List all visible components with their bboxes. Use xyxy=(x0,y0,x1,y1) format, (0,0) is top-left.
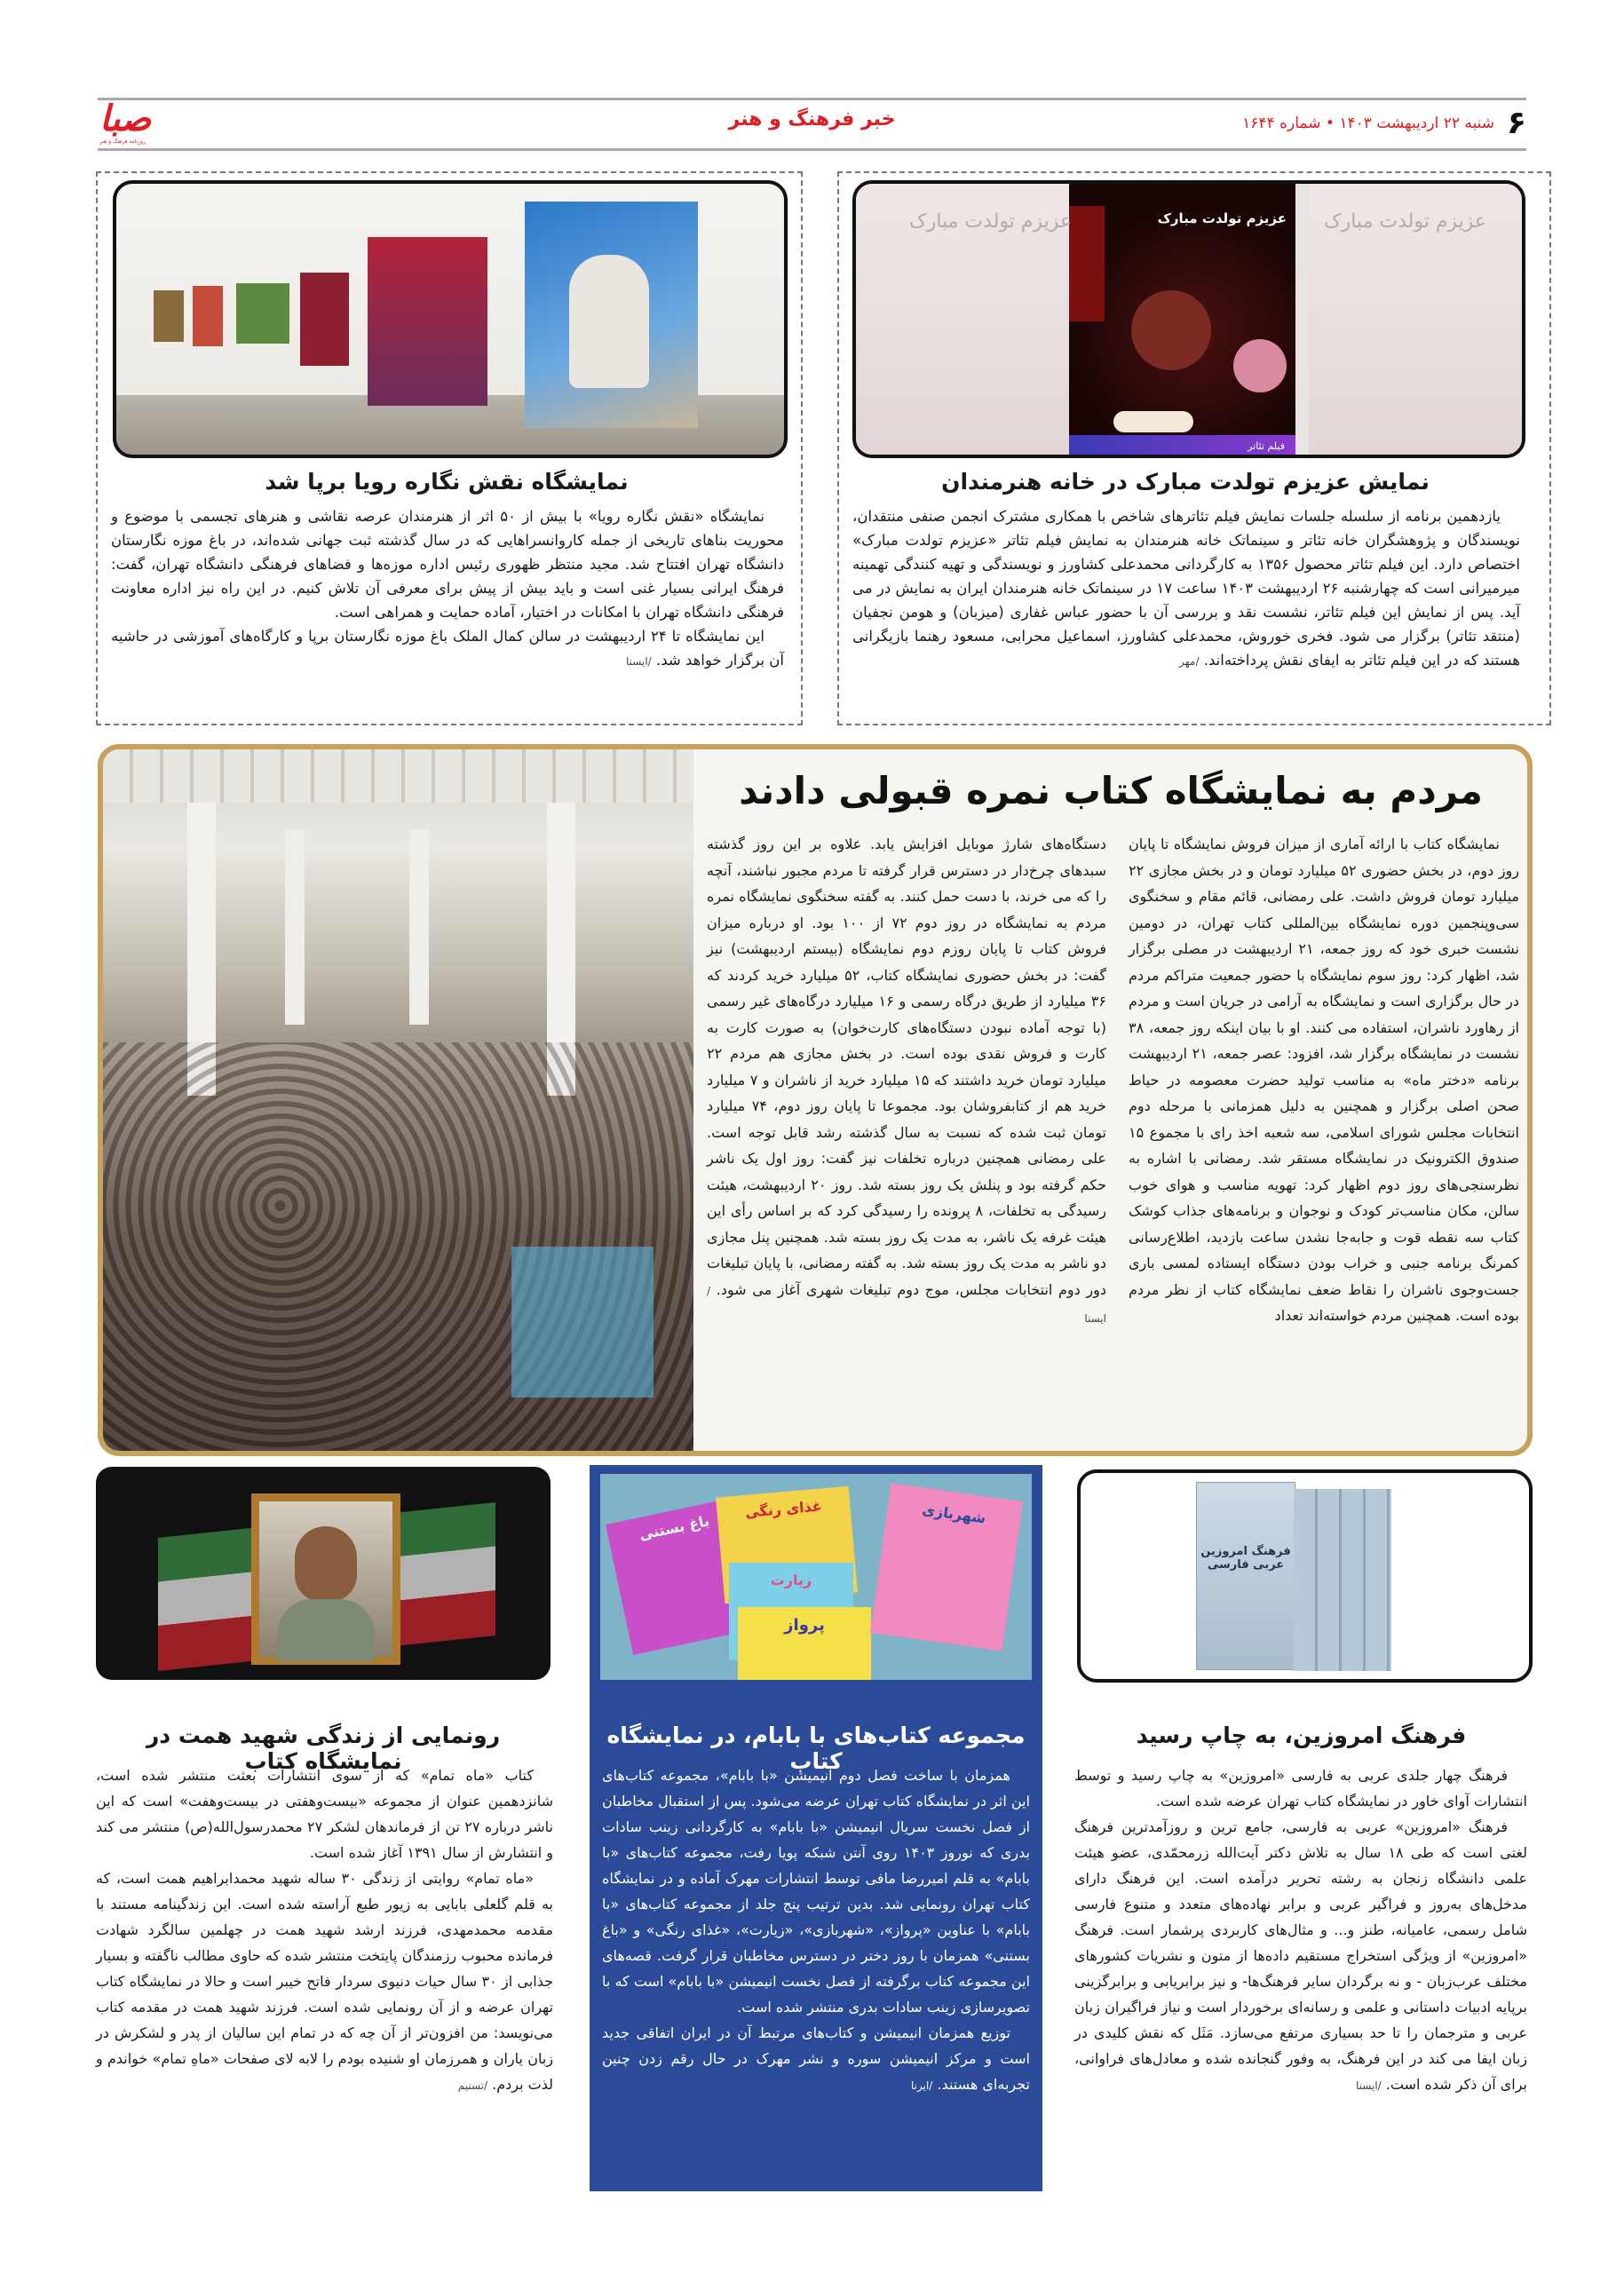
poster-ghost-title-right: عزیزم تولدت مبارک xyxy=(1323,210,1486,233)
article-babam-box xyxy=(590,1465,1042,2191)
dictionary-cover-image xyxy=(1077,1469,1533,1683)
paragraph: این نمایشگاه تا ۲۴ اردیبهشت در سالن کمال الملک باغ موزه نگارستان برپا و کارگاه‌های آموزشی در حاشیه آن برگزار خواهد شد. xyxy=(111,628,784,669)
book-fair-photo xyxy=(103,749,693,1451)
paragraph: فرهنگ چهار جلدی عربی به فارسی «امروزین» به چاپ رسید و توسط انتشارات آوای خاور در نمایشگاه کتاب تهران عرضه شده است. xyxy=(1074,1767,1527,1810)
theatre-poster-image xyxy=(852,180,1525,458)
paragraph: یازدهمین برنامه از سلسله جلسات نمایش فیلم تئاترهای شاخص با همکاری مشترک انجمن صنفی منتقدان، نویسندگان و پژوهشگران خانه تئاتر و سینماتک خانه هنرمندان به نمایش فیلم تئاتر «عزیزم تولدت مبارک» اختصاص دارد. این فیلم تئاتر محصول ۱۳۵۶ به کارگردانی محمدعلی کشاورز و نویسندگی و تهیه کنندگی تهمینه میرمیرانی است که چهارشنبه ۲۶ اردیبهشت ۱۴۰۳ ساعت ۱۷ در سینماتک خانه هنرمندان ایران به نمایش در می آید. پس از نمایش این فیلم تئاتر، نشست نقد و بررسی آن با حضور عباس غفاری (میزبان) و هومن نجفیان (منتقد تئاتر) برگزار می شود. فخری خوروش، محمدعلی کشاورز، اسماعیل محرابی، مسعود رهنما بازیگرانی هستند که در این فیلم تئاتر به ایفای نقش پرداخته‌اند. xyxy=(852,508,1521,669)
source-credit: /ایسنا xyxy=(626,655,652,668)
source-credit: /تسنیم xyxy=(457,2079,488,2092)
logo[interactable] xyxy=(99,99,188,147)
article-hemmat-body xyxy=(96,1762,553,2099)
article-babam-body xyxy=(602,1762,1030,2099)
paragraph: «ماه تمام» روایتی از زندگی ۳۰ ساله شهید محمدابراهیم همت است، که به قلم گلعلی بابایی به زیور طبع آراسته شده است. این زندگینامه مستند با مقدمه محمدمهدی، فرزند ارشد شهید همت در چهلمین سالگرد شهادت فرمانده محبوب رزمندگان پایتخت منتشر شده که حاوی مطالب ناگفته و بسیار جذابی از ۳۰ سال حیات دنیوی سردار فاتح خیبر است و حالا در نمایشگاه کتاب تهران عرضه و از آن رونمایی شده است. فرزند شهید همت در مقدمه کتاب می‌نویسد: من افزون‌تر از آن چه که در تمام این سالیان از پدر و لشکرش در زبان یاران و همرزمان او شنیده بودم را لابه لای صفحات «ماهِ تمام» خواندم و لذت بردم. xyxy=(96,1870,554,2093)
article-gallery-title[interactable]: نمایشگاه نقش نگاره رویا برپا شد xyxy=(265,469,629,495)
main-article-box xyxy=(98,744,1533,1456)
paragraph: همزمان با ساخت فصل دوم انیمیشن «با بابام»، مجموعه کتاب‌های این اثر در نمایشگاه کتاب تهران عرضه می‌شود. پس از استقبال مخاطبان از فصل نخست سریال انیمیشن «با بابام» به کارگردانی زینب سادات بدری که نوروز ۱۴۰۳ روی آنتن شبکه پویا رفت، مجموعه کتاب‌های «با بابام» به قلم امیررضا مافی توسط انتشارات مهرک آماده و در نمایشگاه کتاب تهران رونمایی شد. بدین ترتیب پنج جلد از مجموعه کتاب‌های «با بابام» با عناوین «پرواز»، «شهربازی»، «زیارت»، «غذای رنگی» و «باغ بستنی» همزمان با روز دختر در دسترس مخاطبان قرار گرفت. قصه‌های این مجموعه کتاب برگرفته از فصل نخست انیمیشن «با بابام» است که با تصویرسازی زینب سادات بدری منتشر شده است. xyxy=(602,1767,1031,2016)
source-credit: /ایسنا xyxy=(1356,2079,1382,2092)
paragraph: نمایشگاه «نقش نگاره رویا» با بیش از ۵۰ اثر از هنرمندان عرصه نقاشی و هنرهای تجسمی با موضوع و محوریت بناهای تاریخی از جمله کاروانسراهایی که در سال گذشته ثبت جهانی شده‌اند، در باغ موزه نگارستان دانشگاه تهران افتتاح شد. مجید منتظر ظهوری رئیس اداره موزه‌ها و فضاهای فرهنگی دانشگاه تهران، گفت: فرهنگ ایرانی بسیار غنی است و باید بیش از پیش برای معرفی آن تلاش کنیم. در این راه نیز اداره معاونت فرهنگی دانشگاه تهران با امکانات در اختیار، آماده حمایت و همراهی است. xyxy=(111,508,784,621)
book-title: غذای رنگی xyxy=(744,1497,823,1521)
gallery-photo xyxy=(113,180,788,458)
source-credit: /ایرنا xyxy=(911,2079,933,2092)
article-dictionary-title[interactable]: فرهنگ امروزین، به چاپ رسید xyxy=(1136,1723,1467,1748)
paragraph: فرهنگ «امروزین» عربی به فارسی، جامع ترین و روزآمدترین فرهنگ لغتی است که طی ۱۸ سال به تلاش دکتر آیت‌الله زرمحمّدی، عضو هیئت علمی دانشگاه زنجان به رشته تحریر درآمده است. این فرهنگ دارای مدخل‌های به‌روز و فراگیر عربی و برابر نهاده‌های متعدد و متنوع فارسی شامل رسمی، عامیانه، طنز و... و مثال‌های کاربردی پرشمار است. فرهنگ «امروزین» از ویژگی استخراج مستقیم داده‌ها از متون و نشریات کشورهای مختلف عرب‌زبان - و نه برگردان سایر فرهنگ‌ها- و نیز برابریابی و برابرگزینی برپایه ادبیات داستانی و علمی و رسانه‌ای برخوردار است و نیاز فراگیران زبان عربی و مترجمان را تا حد بسیاری مرتفع می‌سازد. مَثَل که نقش کلیدی در زبان ایفا می کند در این فرهنگ، به وفور گنجانده شده و معادل‌های فراوانی، برای آن ذکر شده است. xyxy=(1074,1818,1527,2093)
poster-title: عزیزم تولدت مبارک xyxy=(1157,210,1287,226)
martyr-portrait-image xyxy=(96,1467,551,1680)
dictionary-cover-title: فرهنگ امروزین عربی فارسی xyxy=(1200,1545,1291,1572)
paragraph: توزیع همزمان انیمیشن و کتاب‌های مرتبط آن در ایران اتفاقی جدید است و مرکز انیمیشن سوره و نشر مهرک در حال رقم زدن چنین تجربه‌ای هستند. xyxy=(602,2024,1030,2093)
main-headline[interactable]: مردم به نمایشگاه کتاب نمره قبولی دادند xyxy=(739,769,1483,812)
main-article-column-2 xyxy=(707,831,1106,1333)
header-top-rule xyxy=(98,98,1526,100)
poster-ghost-title-left: عزیزم تولدت مبارک xyxy=(909,210,1073,233)
paragraph: دستگاه‌های شارژ موبایل افزایش یابد. علاوه بر این روز گذشته سبدهای چرخ‌دار در دسترس قرار گرفته تا مردم مجبور نباشند، آنچه را که می خرند، با دست حمل کنند. به گفته سخنگوی نمایشگاه نمره مردم به نمایشگاه در روز دوم ۷۲ از ۱۰۰ بود. او درباره میزان فروش کتاب تا پایان روزم دوم نمایشگاه (بیستم اردیبهشت) نیز گفت: در بخش حضوری نمایشگاه کتاب، ۵۲ میلیارد خرید کردند که ۳۶ میلیارد از طریق درگاه رسمی و ۱۶ میلیارد درگاه‌های غیر رسمی (با توجه آماده نبودن دستگاه‌های کارت‌خوان) به صورت کارت به کارت و فروش نقدی بوده است. در بخش مجازی هم مردم ۲۲ میلیارد تومان خرید داشتند که ۱۵ میلیارد خرید از ناشران و ۷ میلیارد خرید هم از کتابفروشان بود. مجموعا تا پایان روز دوم، ۷۴ میلیارد تومان ثبت شده که نسبت به سال گذشته رشد قابل توجه است. علی رمضانی همچنین درباره تخلفات نیز گفت: روز اول یک ناشر حکم گرفته بود و پنلش یک روز بسته شد. روز ۲۰ اردیبهشت، هیئت رسیدگی به تخلفات، ۸ پرونده را رسیدگی کرد که بر اساس رأی این هیئت غرفه یک ناشر، به مدت یک روز بسته شد. همچنین پنل مجازی دو ناشر به مدت یک روز بسته شد. به گفته رمضانی، با پایان تبلیغات دور دوم انتخابات مجلس، موج دوم تبلیغات شهری آغاز می شود. xyxy=(707,836,1107,1298)
poster-label: فیلم تئاتر xyxy=(1248,440,1285,452)
article-theatre-title[interactable]: نمایش عزیزم تولدت مبارک در خانه هنرمندان xyxy=(941,469,1430,495)
logo-text: صبا xyxy=(99,99,152,139)
book-title: زیارت xyxy=(770,1572,812,1588)
paragraph: کتاب «ماه تمام» که از سوی انتشارات بعثت منتشر شده است، شانزدهمین عنوان از مجموعه «بیست‌وهفتی در بیست‌وهفت» است که این ناشر درباره ۲۷ تن از فرماندهان لشکر ۲۷ محمدرسول‌الله(ص) منتشر می کند و انتشارش از سال ۱۳۹۱ آغاز شده است. xyxy=(96,1767,553,1861)
book-title: پرواز xyxy=(784,1616,825,1635)
children-books-photo xyxy=(600,1474,1032,1680)
main-article-column-1 xyxy=(1129,831,1519,1329)
book-title: باغ بستنی xyxy=(638,1512,711,1544)
article-gallery-body xyxy=(111,504,784,674)
article-hemmat-title[interactable]: رونمایی از زندگی شهید همت در نمایشگاه کتاب xyxy=(146,1723,501,1774)
paragraph: نمایشگاه کتاب با ارائه آماری از میزان فروش نمایشگاه تا پایان روز دوم، در بخش حضوری ۵۲ میلیارد تومان و در بخش مجازی ۲۲ میلیارد تومان فروش داشت. علی رمضانی، قائم مقام و سخنگوی سی‌وپنجمین دوره نمایشگاه بین‌المللی کتاب تهران، در دومین نشست خبری خود که روز جمعه، ۲۱ اردیبهشت در مصلی برگزار شد، اظهار کرد: روز سوم نمایشگاه با حضور جمعیت متراکم مردم در حال برگزاری است و نمایشگاه به آرامی در جریان است و مردم از رهاورد ناشران، استفاده می کنند. او با بیان اینکه روز جمعه، ۳۸ نشست در نمایشگاه برگزار شد، افزود: عصر جمعه، ۲۱ اردیبهشت برنامه «دختر ماه» به مناسب تولید حضرت معصومه در حیاط صحن اصلی برگزار و همچنین به دلیل همزمانی با مرحله دوم انتخابات مجلس شورای اسلامی، سه شعبه اخذ رای با مجموع ۱۵ صندوق الکترونیک در نمایشگاه مستقر شد. رمضانی با اشاره به نظرسنجی‌های روز دوم اظهار کرد: تهویه مناسب و هوای خوب سالن، مکان مناسب‌تر کودک و نوجوان و برنامه‌های جذاب کوشک کتاب سه نقطه قوت و جابه‌جا نشدن ساعت بازدید، اطلاع‌رسانی کمرنگ برنامه جنبی و خراب بودن دستگاه ایستاده لمسی باری جست‌وجوی ناشران را نقاط ضعف نمایشگاه کتاب از نظر مردم بوده است. همچنین مردم خواسته‌اند تعداد xyxy=(1129,836,1520,1324)
book-title: شهربازی xyxy=(921,1501,987,1527)
article-babam-title[interactable]: مجموعه کتاب‌های با بابام، در نمایشگاه کتاب xyxy=(606,1723,1026,1774)
header-bottom-rule xyxy=(98,148,1526,151)
article-dictionary-body xyxy=(1074,1762,1527,2099)
page-number: ۶ xyxy=(1507,105,1526,141)
section-title: خبر فرهنگ و هنر xyxy=(728,108,896,131)
logo-tagline: روزنامه فرهنگ و هنر xyxy=(99,139,147,145)
issue-date: شنبه ۲۲ اردیبهشت ۱۴۰۳ • شماره ۱۶۴۴ xyxy=(1242,114,1495,132)
source-credit: /ایسنا xyxy=(707,1284,1106,1325)
article-theatre-body xyxy=(852,504,1520,674)
source-credit: /مهر xyxy=(1178,655,1200,668)
